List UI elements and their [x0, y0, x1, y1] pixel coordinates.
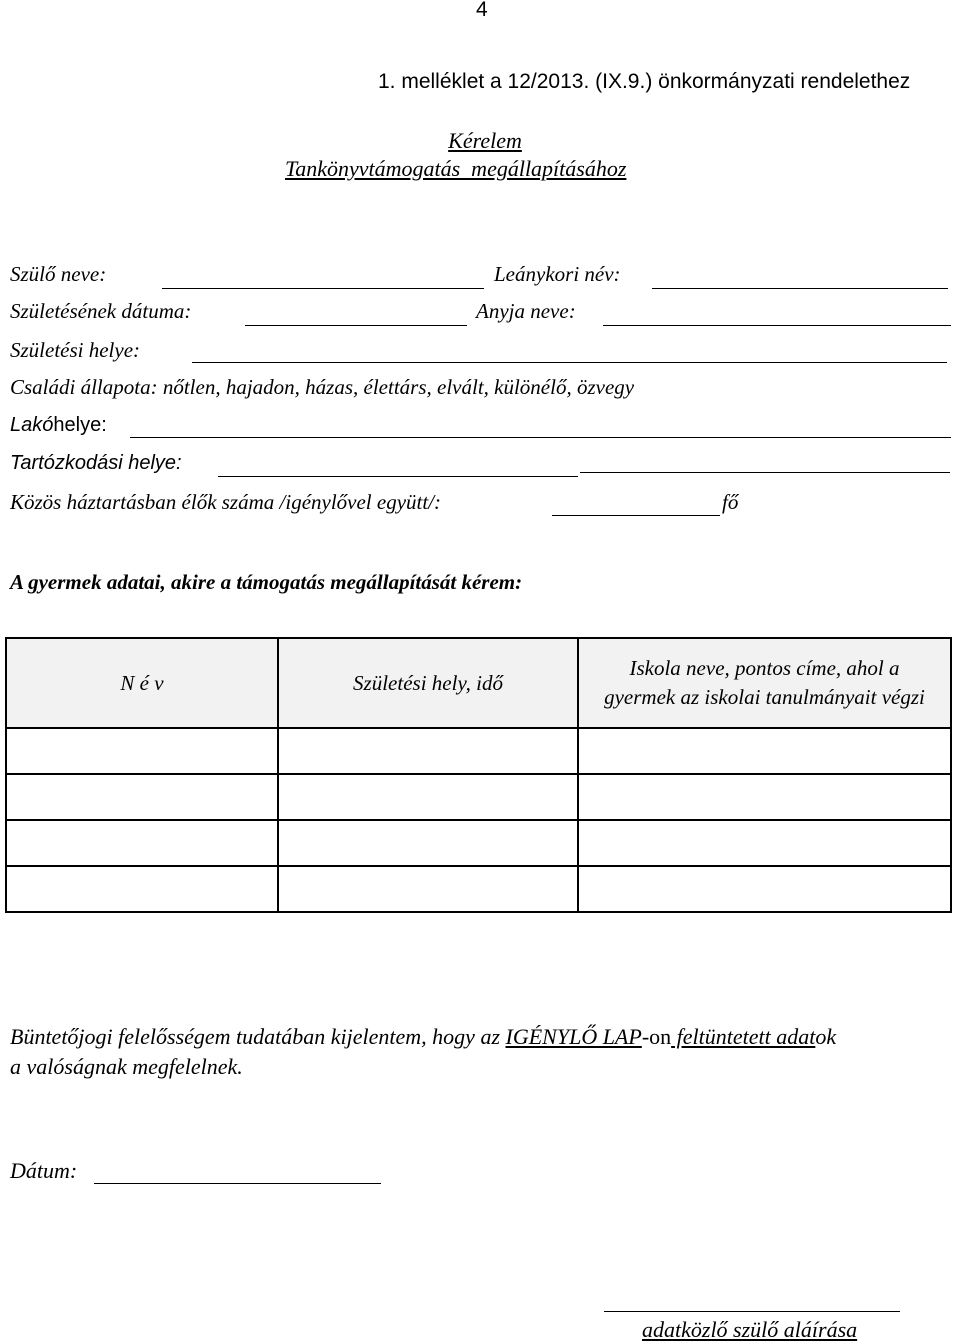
form-name: IGÉNYLŐ LAP	[505, 1024, 642, 1049]
household-count-label: Közös háztartásban élők száma /igénylővel együtt/:	[10, 490, 442, 514]
cell-name[interactable]	[6, 866, 278, 912]
cell-birth[interactable]	[278, 820, 578, 866]
cell-school[interactable]	[578, 820, 951, 866]
date-field[interactable]	[94, 1183, 381, 1184]
declaration-part-1: Büntetőjogi felelősségem tudatában kijelentem, hogy az	[10, 1024, 506, 1049]
cell-school[interactable]	[578, 774, 951, 820]
column-name: N é v	[6, 638, 278, 728]
declaration-part-3: feltüntetett adat	[671, 1024, 816, 1049]
birth-date-label: Születésének dátuma:	[10, 299, 192, 323]
table-row	[6, 774, 951, 820]
cell-birth[interactable]	[278, 866, 578, 912]
cell-school[interactable]	[578, 866, 951, 912]
marital-status-label: Családi állapota: nőtlen, hajadon, házas, élettárs, elvált, különélő, özvegy	[10, 375, 635, 399]
children-heading: A gyermek adatai, akire a támogatás megállapítását kérem:	[10, 570, 523, 594]
document-subtitle: Tankönyvtámogatás megállapításához	[285, 156, 627, 181]
date-label: Dátum:	[10, 1158, 78, 1183]
stay-place-field-b[interactable]	[580, 472, 950, 473]
cell-school[interactable]	[578, 728, 951, 774]
cell-birth[interactable]	[278, 728, 578, 774]
document-title: Kérelem	[448, 128, 522, 153]
stay-place-label: Tartózkodási helye:	[10, 452, 182, 474]
signature-label: adatközlő szülő aláírása	[642, 1317, 858, 1342]
stay-place-field-a[interactable]	[218, 476, 578, 477]
annex-title: 1. melléklet a 12/2013. (IX.9.) önkormányzati rendelethez	[378, 70, 911, 93]
residence-field[interactable]	[130, 437, 951, 438]
residence-label-b: helye:	[53, 414, 107, 436]
birth-place-label: Születési helye:	[10, 338, 141, 362]
cell-name[interactable]	[6, 820, 278, 866]
birth-place-field[interactable]	[192, 362, 947, 363]
mother-name-field[interactable]	[603, 325, 951, 326]
birth-date-field[interactable]	[245, 325, 467, 326]
parent-name-label: Szülő neve:	[10, 262, 107, 286]
page-number: 4	[476, 0, 488, 21]
parent-name-field[interactable]	[162, 288, 484, 289]
cell-name[interactable]	[6, 774, 278, 820]
cell-birth[interactable]	[278, 774, 578, 820]
table-row	[6, 820, 951, 866]
cell-name[interactable]	[6, 728, 278, 774]
declaration-part-2: -on	[641, 1024, 672, 1049]
household-unit: fő	[722, 490, 739, 514]
declaration-line-2: a valóságnak megfelelnek.	[10, 1054, 243, 1079]
table-row	[6, 866, 951, 912]
signature-field[interactable]	[604, 1311, 900, 1312]
table-row	[6, 728, 951, 774]
children-table-header	[6, 638, 951, 728]
column-birth-place-date: Születési hely, idő	[278, 638, 578, 728]
household-count-field[interactable]	[552, 515, 720, 516]
column-school: Iskola neve, pontos címe, ahol a gyermek az iskolai tanulmányait végzi	[578, 638, 951, 728]
declaration-part-4: ok	[815, 1024, 837, 1049]
mother-name-label: Anyja neve:	[476, 299, 576, 323]
maiden-name-field[interactable]	[652, 288, 948, 289]
declaration-line-1	[10, 1024, 836, 1050]
residence-label	[10, 414, 107, 437]
residence-label-a: Lakó	[10, 414, 54, 436]
maiden-name-label: Leánykori név:	[494, 262, 621, 286]
children-table	[5, 637, 952, 913]
